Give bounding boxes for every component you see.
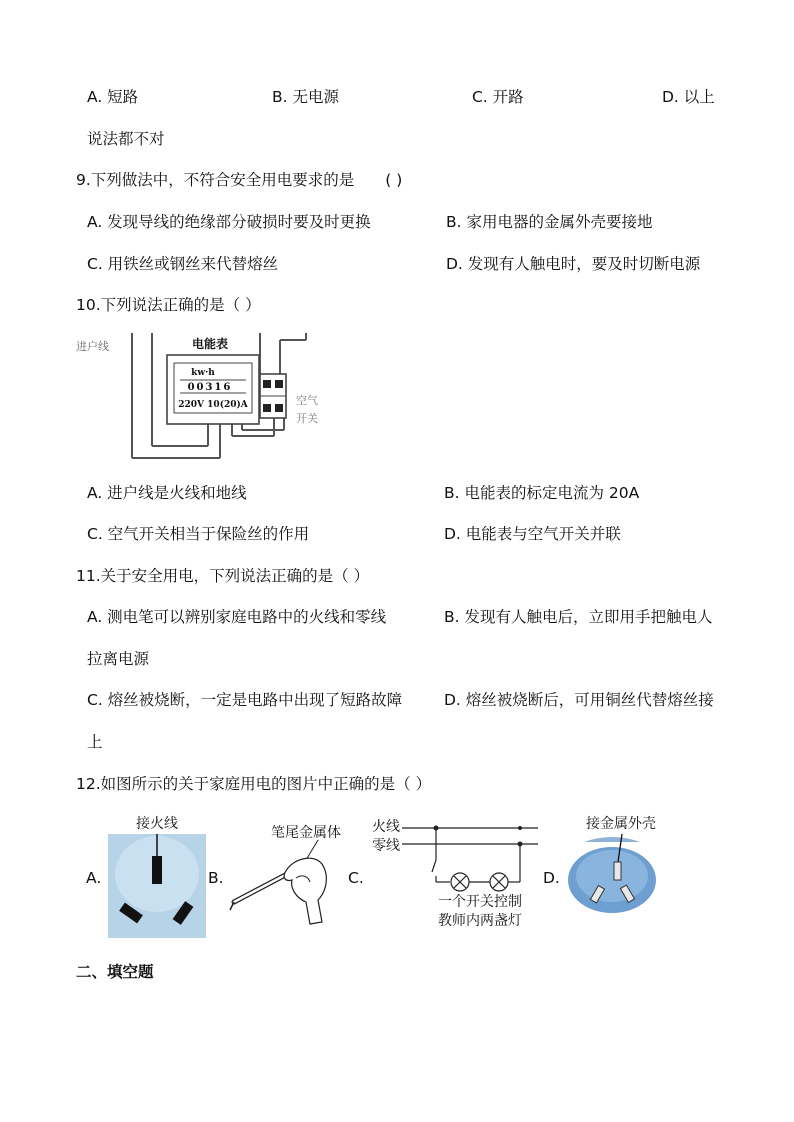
q9-option-d: D. 发现有人触电时，要及时切断电源: [446, 255, 701, 273]
meter-title: 电能表: [192, 337, 229, 351]
incoming-line-label: 进户线: [76, 340, 109, 353]
q12-fig-d-letter: D.: [543, 869, 560, 887]
q12-fig-c-live-label: 火线: [372, 819, 400, 835]
meter-reading: 00316: [187, 382, 233, 393]
meter-unit: kw·h: [191, 368, 215, 378]
q12-fig-d-label: 接金属外壳: [586, 816, 656, 832]
q12-fig-b-label: 笔尾金属体: [271, 825, 341, 841]
q12-fig-c-caption-2: 教师内两盏灯: [438, 913, 522, 929]
q11-option-b-continued: 拉离电源: [87, 650, 150, 668]
q8-option-d-continued: 说法都不对: [87, 130, 165, 148]
q10-meter-circuit-figure: [74, 328, 324, 466]
q12-stem: 12.如图所示的关于家庭用电的图片中正确的是（ ）: [76, 775, 432, 793]
q10-option-b: B. 电能表的标定电流为 20A: [444, 484, 640, 502]
q9-stem: 9.下列做法中，不符合安全用电要求的是 ( ): [76, 171, 403, 189]
q8-option-a: A. 短路: [87, 88, 139, 106]
q8-option-b: B. 无电源: [272, 88, 339, 106]
q12-fig-a-socket: [108, 834, 206, 938]
q11-option-c: C. 熔丝被烧断，一定是电路中出现了短路故障: [87, 691, 403, 709]
q10-option-a: A. 进户线是火线和地线: [87, 484, 247, 502]
q10-option-c: C. 空气开关相当于保险丝的作用: [87, 525, 310, 543]
q12-fig-a-label: 接火线: [136, 816, 178, 832]
q8-option-c: C. 开路: [472, 88, 524, 106]
q10-option-d: D. 电能表与空气开关并联: [444, 525, 621, 543]
q11-option-a: A. 测电笔可以辨别家庭电路中的火线和零线: [87, 608, 387, 626]
q12-fig-c-circuit: [402, 820, 542, 892]
q12-fig-c-caption-1: 一个开关控制: [438, 894, 522, 910]
q10-stem: 10.下列说法正确的是（ ）: [76, 296, 261, 314]
q12-fig-b-letter: B.: [208, 869, 224, 887]
q12-fig-b-test-pen: [226, 838, 338, 928]
q8-option-d: D. 以上: [662, 88, 715, 106]
switch-label-1: 空气: [296, 394, 318, 407]
section-2-title: 二、填空题: [76, 963, 154, 981]
q12-fig-d-plug: [564, 834, 660, 914]
q11-stem: 11.关于安全用电，下列说法正确的是（ ）: [76, 567, 370, 585]
q12-fig-a-letter: A.: [86, 869, 102, 887]
switch-label-2: 开关: [296, 412, 318, 425]
meter-rating: 220V 10(20)A: [178, 400, 248, 410]
q11-option-d: D. 熔丝被烧断后，可用铜丝代替熔丝接: [444, 691, 714, 709]
q9-option-a: A. 发现导线的绝缘部分破损时要及时更换: [87, 213, 371, 231]
q9-option-c: C. 用铁丝或钢丝来代替熔丝: [87, 255, 279, 273]
q11-option-b: B. 发现有人触电后，立即用手把触电人: [444, 608, 713, 626]
q9-option-b: B. 家用电器的金属外壳要接地: [446, 213, 653, 231]
q12-fig-c-neutral-label: 零线: [372, 838, 400, 854]
q12-fig-c-letter: C.: [348, 869, 364, 887]
q11-option-d-continued: 上: [87, 733, 103, 751]
